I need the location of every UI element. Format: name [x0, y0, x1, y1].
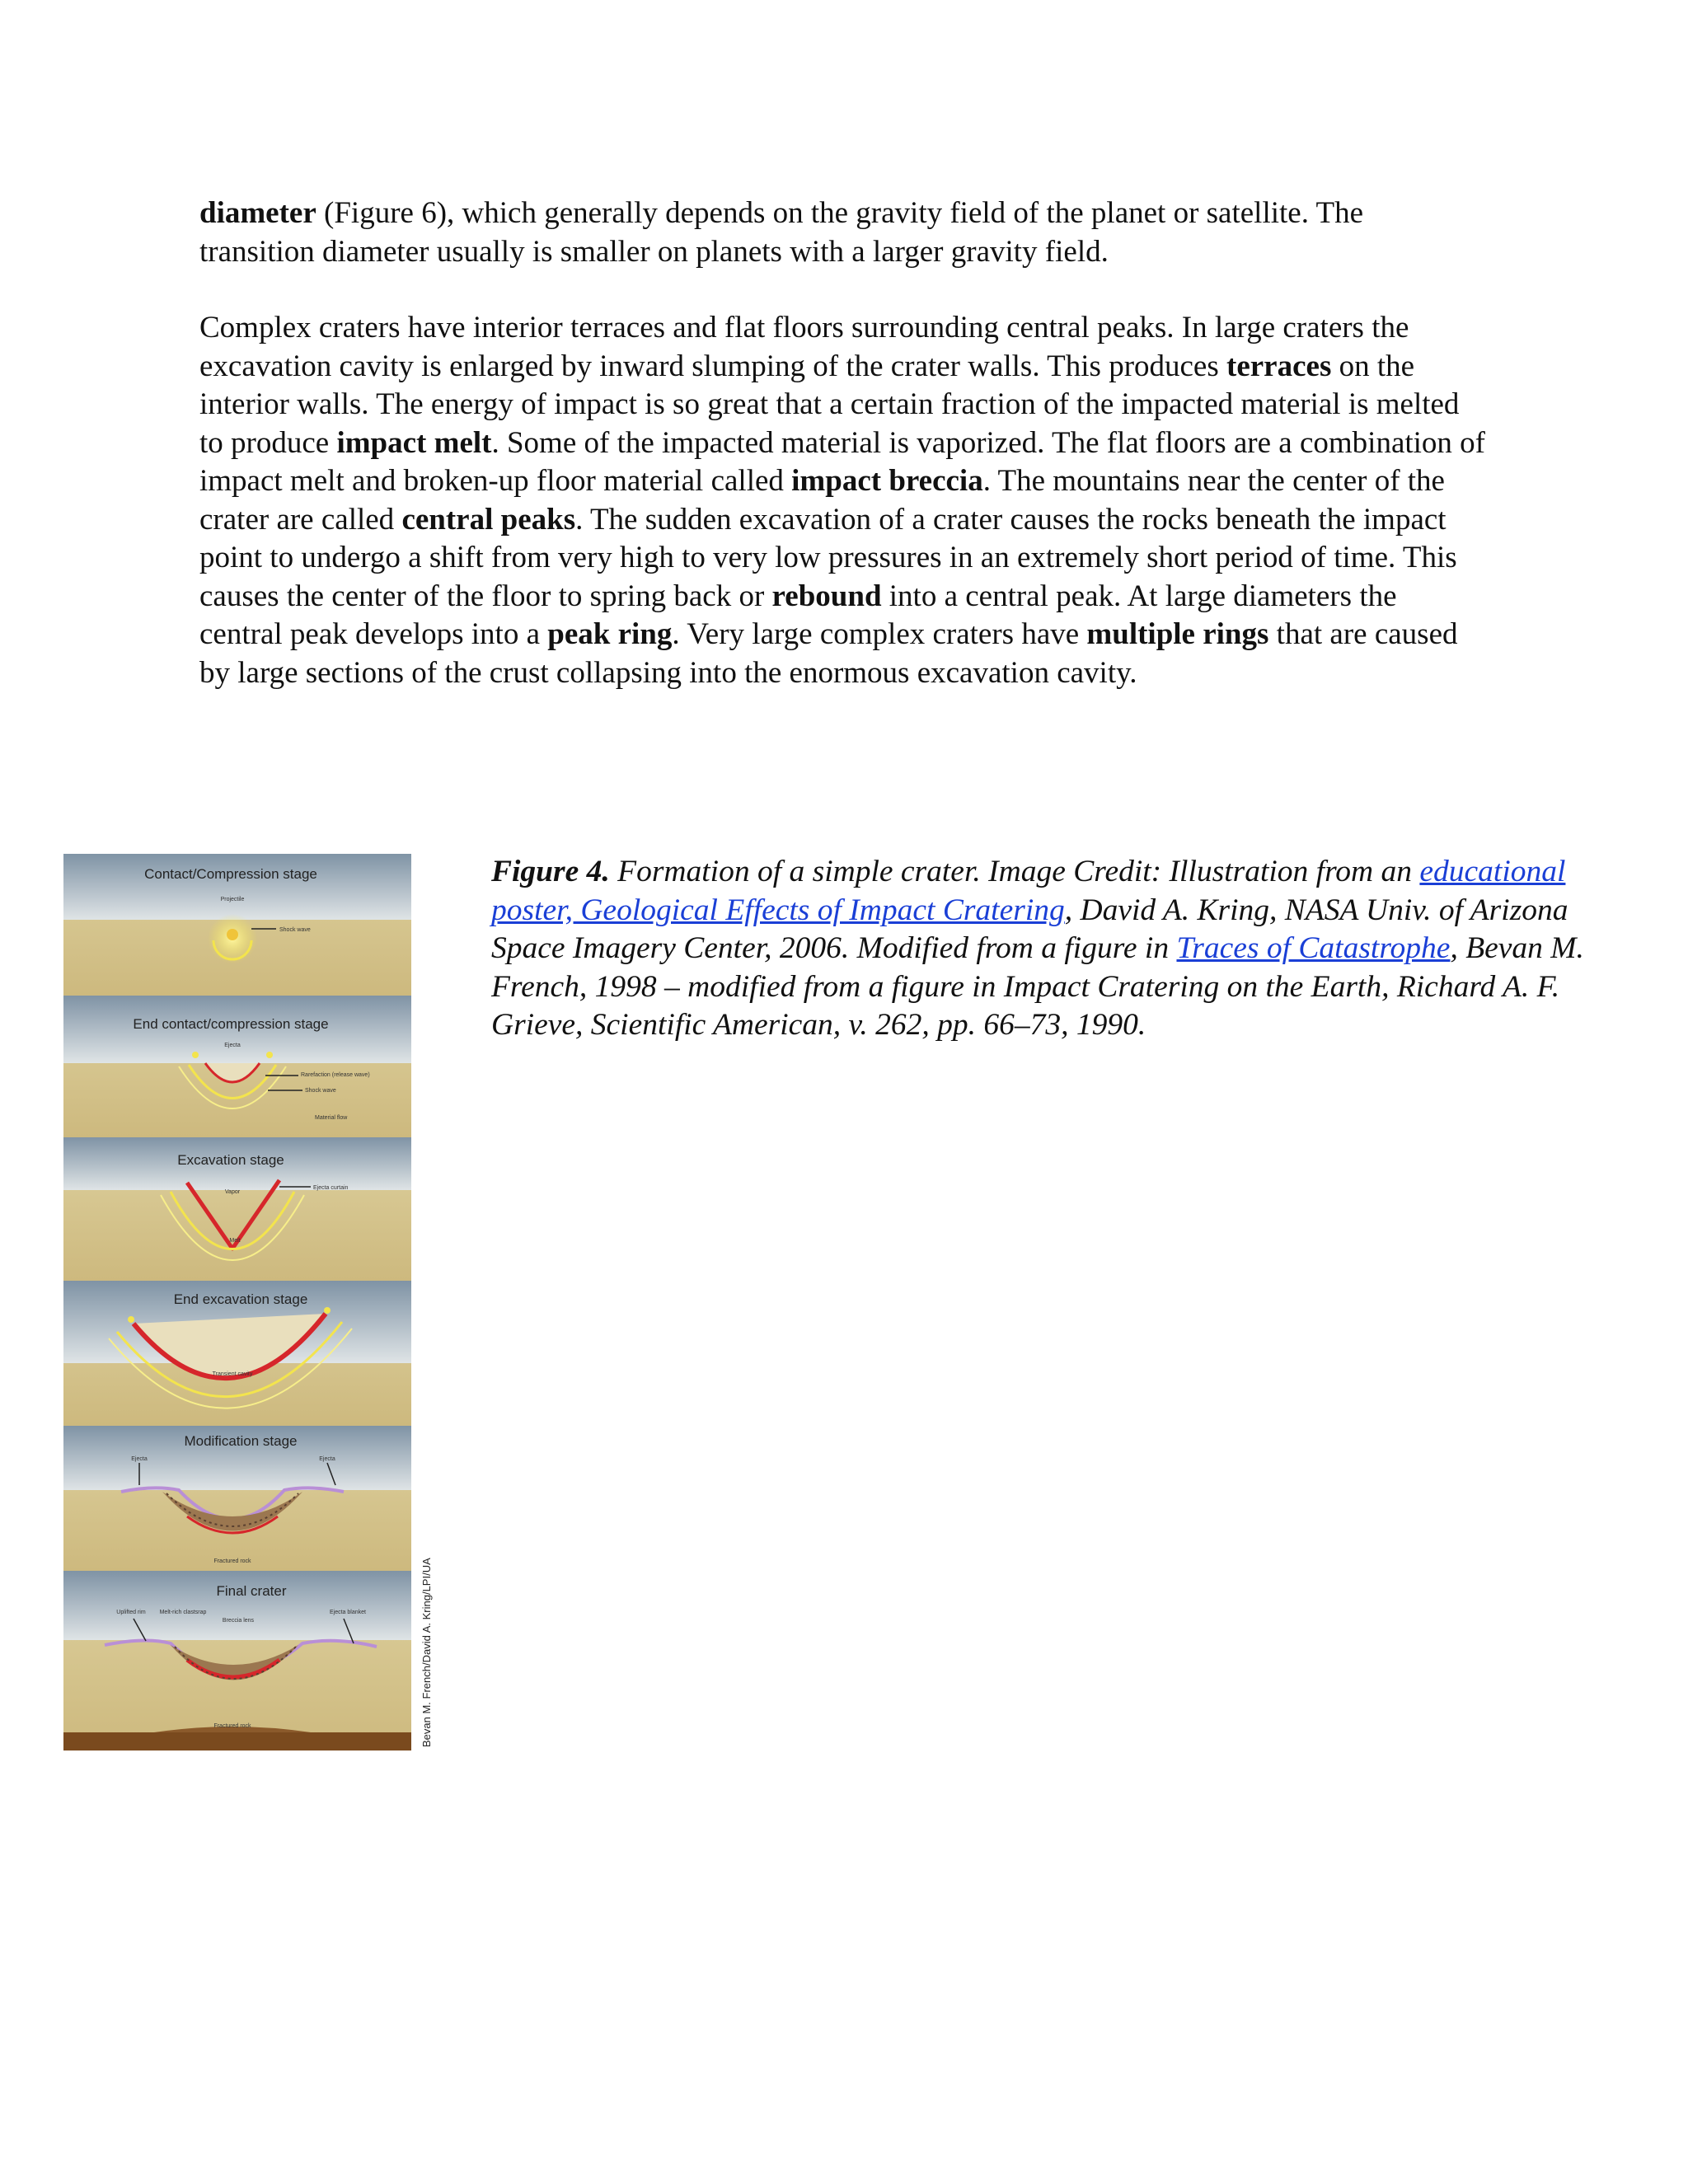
figure-caption	[491, 853, 1612, 1045]
term-peak-ring: peak ring	[547, 617, 673, 651]
paragraph-text: . Some of the impacted material is vaporized. The flat floors are a combination of impact melt and broken-up floor material called	[199, 425, 1486, 498]
term-diameter: diameter	[199, 196, 316, 230]
link-educational-poster[interactable]: educational poster, Geological Effects of Impact Cratering	[491, 855, 1566, 927]
panel-contact-compression	[63, 854, 411, 996]
figure-label: Shock wave	[279, 927, 311, 933]
figure-label: Breccia lens	[222, 1618, 255, 1624]
panel-modification	[63, 1426, 411, 1571]
caption-text: , David A. Kring, NASA Univ. of Arizona Space Imagery Center, 2006. Modified from a figure in	[491, 893, 1568, 966]
figure-label: Uplifted rim	[116, 1610, 146, 1615]
paragraph-text: (Figure 6), which generally depends on the gravity field of the planet or satellite. The transition diameter usually is smaller on planets with a larger gravity field.	[199, 196, 1364, 269]
paragraph-text: on the interior walls. The energy of impact is so great that a certain fraction of the impacted material is melted to produce	[199, 349, 1460, 460]
figure-label: Transient cavity	[212, 1371, 253, 1377]
paragraph-text: Complex craters have interior terraces and flat floors surrounding central peaks. In large craters the excavation cavity is enlarged by inward slumping of the crater walls. This produces	[199, 311, 1409, 383]
figure-credit	[414, 1273, 438, 1751]
stage-title: Contact/Compression stage	[144, 866, 317, 882]
paragraph-text: into a central peak. At large diameters the central peak develops into a	[199, 579, 1397, 651]
figure-label: Ejecta	[131, 1456, 148, 1462]
term-impact-breccia: impact breccia	[791, 464, 983, 498]
term-terraces: terraces	[1226, 349, 1332, 383]
body-text	[199, 194, 1485, 692]
figure-label: Ejecta	[224, 1043, 241, 1048]
panel-end-contact-compression	[63, 996, 411, 1137]
panel-excavation	[63, 1137, 411, 1281]
figure-label: Projectile	[220, 897, 245, 902]
panel-end-excavation	[63, 1281, 411, 1426]
paragraph-complex-craters	[199, 309, 1485, 692]
figure-label: Ejecta blanket	[330, 1610, 366, 1615]
figure-credit-text: Bevan M. French/David A. Kring/LPI/UA	[420, 1558, 433, 1747]
term-rebound: rebound	[771, 579, 882, 613]
figure-label: Material flow	[315, 1115, 348, 1121]
figure-label: Fractured rock	[213, 1723, 251, 1729]
paragraph-text: . The mountains near the center of the crater are called	[199, 464, 1445, 537]
figure-label: Melt	[229, 1238, 241, 1244]
stage-title: Excavation stage	[177, 1152, 284, 1168]
term-central-peaks: central peaks	[401, 502, 576, 537]
caption-text: Formation of a simple crater. Image Credit: Illustration from an	[609, 855, 1420, 888]
paragraph-text: . Very large complex craters have	[672, 617, 1087, 651]
figure-label: Ejecta	[319, 1456, 335, 1462]
figure-label: Ejecta curtain	[313, 1185, 349, 1191]
paragraph-text: that are caused by large sections of the crust collapsing into the enormous excavation cavity.	[199, 617, 1458, 690]
panel-final-crater	[63, 1571, 411, 1750]
caption-text: , Bevan M. French, 1998 – modified from a figure in Impact Cratering on the Earth, Richard A. F. Grieve, Scientific American, v. 262, pp. 66–73, 1990.	[491, 931, 1584, 1043]
link-traces-of-catastrophe[interactable]: Traces of Catastrophe	[1176, 931, 1451, 966]
paragraph-transition-diameter	[199, 194, 1485, 271]
term-impact-melt: impact melt	[336, 425, 492, 460]
figure-label: Shock wave	[305, 1088, 336, 1094]
figure-label-bold: Figure 4.	[491, 855, 610, 888]
stage-title: Modification stage	[184, 1433, 298, 1449]
figure-label: Melt-rich clastsrap	[159, 1610, 207, 1615]
crater-formation-figure	[63, 854, 411, 1750]
stage-title: End contact/compression stage	[133, 1016, 329, 1032]
stage-title: Final crater	[216, 1583, 287, 1599]
figure-label: Fractured rock	[213, 1558, 251, 1564]
term-multiple-rings: multiple rings	[1086, 617, 1269, 651]
paragraph-text: . The sudden excavation of a crater causes the rocks beneath the impact point to undergo a shift from very high to very low pressures in an extremely short period of time. This causes the center of the floor to spring back or	[199, 502, 1457, 613]
stage-title: End excavation stage	[173, 1291, 308, 1307]
figure-label: Rarefaction (release wave)	[301, 1072, 370, 1078]
figure-label: Vapor	[224, 1189, 241, 1195]
